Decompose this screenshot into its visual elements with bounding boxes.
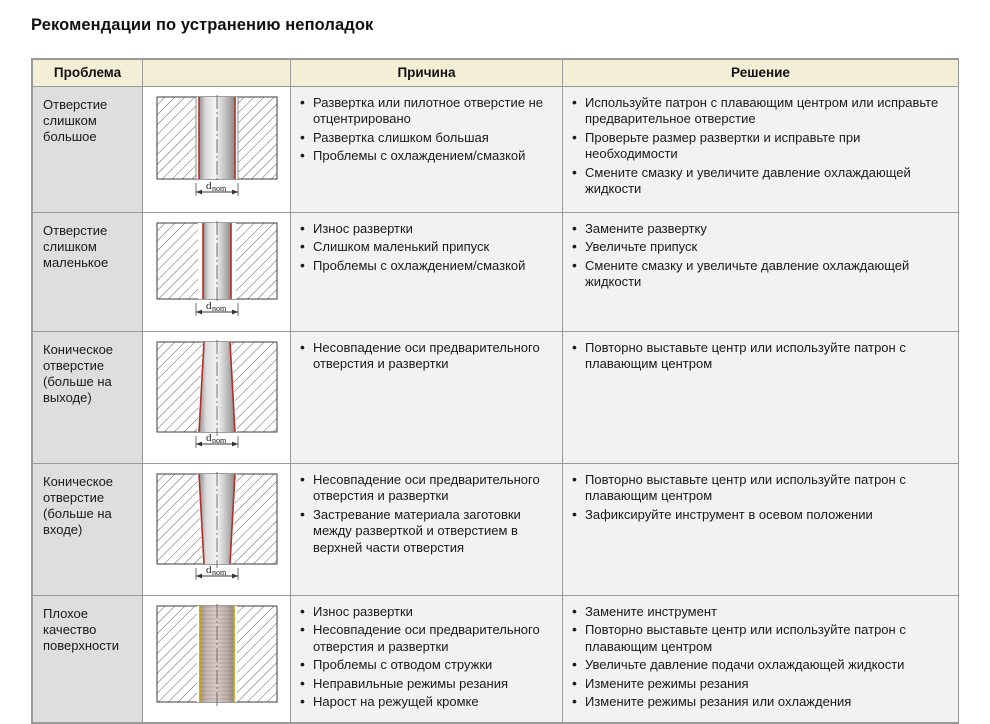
svg-text:d: d [205,300,211,312]
row-problem-label: Отверстие слишком большое [33,87,143,213]
list-item: • Увеличьте припуск [571,239,950,255]
row-figure-cell [143,332,291,464]
table-row [33,332,959,464]
table-row [33,596,959,723]
list-item: • Повторно выставьте центр или используйте патрон с плавающим центром [571,340,950,373]
svg-text:d: d [205,180,211,192]
table-header-row [33,60,959,87]
row-solution-cell [563,213,959,332]
row-cause-cell [291,213,563,332]
list-item: • Смените смазку и увеличите давление охлаждающей жидкости [571,165,950,198]
list-item: • Измените режимы резания [571,676,950,692]
row-figure-cell [143,87,291,213]
hole-too-large-diagram [149,93,285,205]
list-item: • Зафиксируйте инструмент в осевом положении [571,507,950,523]
cause-list [299,95,554,165]
row-solution-cell [563,332,959,464]
column-header-solution: Решение [563,60,959,87]
row-figure-cell [143,213,291,332]
list-item: • Износ развертки [299,604,554,620]
list-item: • Несовпадение оси предварительного отверстия и развертки [299,340,554,373]
list-item: • Замените инструмент [571,604,950,620]
column-header-problem: Проблема [33,60,143,87]
cause-list [299,604,554,710]
page-title: Рекомендации по устранению неполадок [31,16,374,34]
svg-text:nom: nom [211,568,226,577]
svg-text:nom: nom [211,436,226,445]
hole-too-small-diagram [149,219,285,324]
tapered-hole-entry-diagram [149,470,285,588]
table-row [33,213,959,332]
row-cause-cell [291,332,563,464]
svg-text:d: d [205,564,211,576]
poor-surface-finish-diagram [149,602,285,714]
solution-list [571,472,950,523]
solution-list [571,95,950,197]
list-item: • Проверьте размер развертки и исправьте при необходимости [571,130,950,163]
row-solution-cell [563,596,959,723]
list-item: • Повторно выставьте центр или используйте патрон с плавающим центром [571,472,950,505]
list-item: • Повторно выставьте центр или используйте патрон с плавающим центром [571,622,950,655]
row-problem-label: Коническое отверстие (больше на выходе) [33,332,143,464]
troubleshooting-table-container [31,58,959,724]
row-problem-label: Коническое отверстие (больше на входе) [33,464,143,596]
list-item: • Замените развертку [571,221,950,237]
table-header [33,60,959,87]
cause-list [299,340,554,373]
row-problem-label: Отверстие слишком маленькое [33,213,143,332]
row-solution-cell [563,87,959,213]
table-body [33,87,959,723]
troubleshooting-table [32,59,959,723]
column-header-figure [143,60,291,87]
list-item: • Несовпадение оси предварительного отверстия и развертки [299,622,554,655]
row-cause-cell [291,596,563,723]
list-item: • Измените режимы резания или охлаждения [571,694,950,710]
svg-text:nom: nom [211,184,226,193]
list-item: • Неправильные режимы резания [299,676,554,692]
row-solution-cell [563,464,959,596]
column-header-cause: Причина [291,60,563,87]
svg-text:d: d [205,432,211,444]
list-item: • Увеличьте давление подачи охлаждающей жидкости [571,657,950,673]
list-item: • Проблемы с отводом стружки [299,657,554,673]
cause-list [299,221,554,274]
list-item: • Износ развертки [299,221,554,237]
row-figure-cell [143,596,291,723]
solution-list [571,340,950,373]
row-figure-cell [143,464,291,596]
table-row [33,464,959,596]
list-item: • Застревание материала заготовки между разверткой и отверстием в верхней части отверстия [299,507,554,556]
table-row [33,87,959,213]
row-problem-label: Плохое качество поверхности [33,596,143,723]
list-item: • Слишком маленький припуск [299,239,554,255]
list-item: • Развертка или пилотное отверстие не отцентрировано [299,95,554,128]
list-item: • Проблемы с охлаждением/смазкой [299,148,554,164]
row-cause-cell [291,87,563,213]
list-item: • Развертка слишком большая [299,130,554,146]
list-item: • Смените смазку и увеличьте давление охлаждающей жидкости [571,258,950,291]
svg-text:nom: nom [211,304,226,313]
list-item: • Нарост на режущей кромке [299,694,554,710]
row-cause-cell [291,464,563,596]
list-item: • Используйте патрон с плавающим центром или исправьте предварительное отверстие [571,95,950,128]
solution-list [571,604,950,710]
cause-list [299,472,554,556]
list-item: • Проблемы с охлаждением/смазкой [299,258,554,274]
tapered-hole-exit-diagram [149,338,285,456]
solution-list [571,221,950,291]
list-item: • Несовпадение оси предварительного отверстия и развертки [299,472,554,505]
